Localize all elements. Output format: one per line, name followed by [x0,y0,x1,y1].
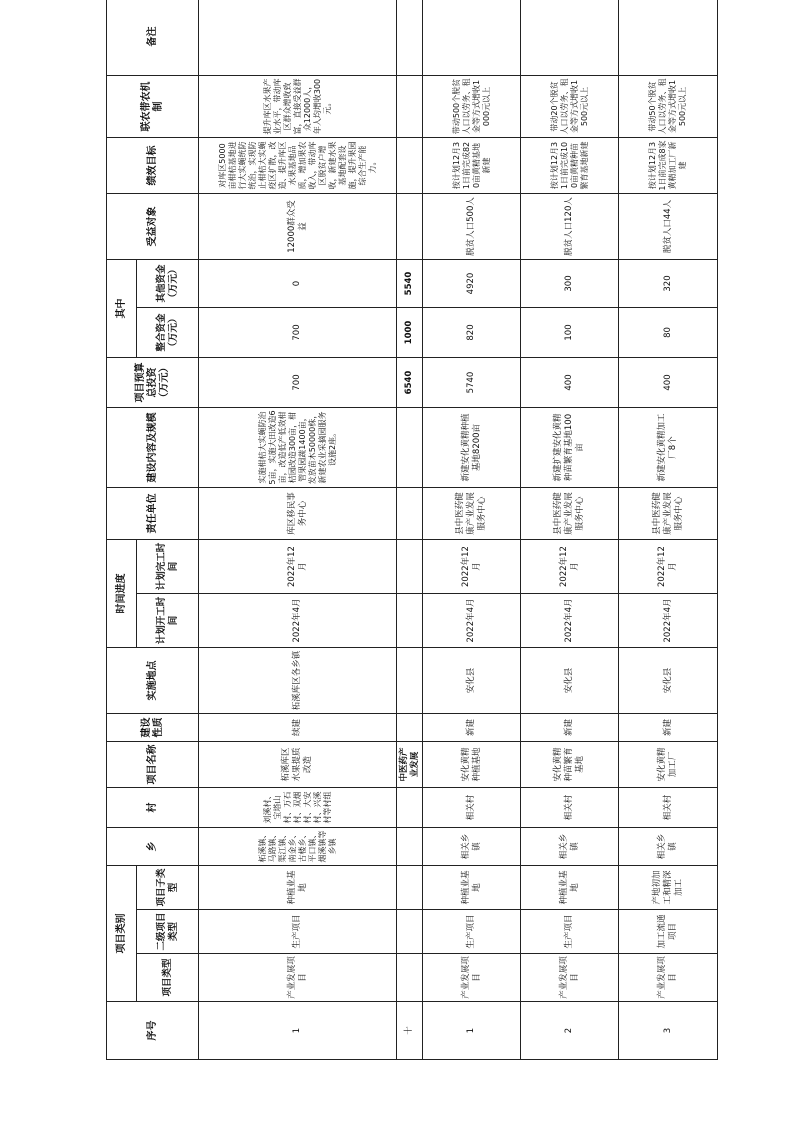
cell-location [397,648,423,714]
cell-unit [397,488,423,540]
cell-cat1 [397,954,423,1002]
header-mechanism: 联农带农机制 [107,76,199,138]
header-nature: 建设性质 [107,714,199,742]
cell-start: 2022年4月 [521,594,619,648]
cell-seq: 十 [397,1002,423,1060]
cell-cat2: 加工流通项目 [619,910,718,954]
cell-content: 实施柑桔大实蝇防治5亩，实施大田改造6亩，改造低产低效柑桔园改造300亩，柑管果园蔬1400亩，发放苗木50000株，新建农业采摘园服务设施2座。 [199,408,397,488]
header-village: 村 [107,788,199,828]
header-integrated: 整合资金（万元） [137,308,199,358]
cell-budget: 400 [521,358,619,408]
cell-other: 5540 [397,260,423,308]
cell-content: 新建安化黄精种植基地8200亩 [423,408,521,488]
cell-township [397,828,423,866]
header-location: 实施地点 [107,648,199,714]
cell-nature: 新建 [619,714,718,742]
cell-nature: 新建 [521,714,619,742]
cell-name: 安化黄精种苗繁育基地 [521,742,619,788]
cell-budget: 400 [619,358,718,408]
cell-beneficiary: 脱贫人口500人 [423,194,521,260]
cell-cat2: 生产项目 [423,910,521,954]
cell-beneficiary: 脱贫人口44人 [619,194,718,260]
cell-cat1: 产业发展项目 [199,954,397,1002]
cell-beneficiary: 脱贫人口120人 [521,194,619,260]
cell-other: 4920 [423,260,521,308]
cell-seq: 1 [423,1002,521,1060]
cell-goal: 对库区5000亩柑桔基地进行大实蝇统防统治，实现防止柑桔大实蝇疫区扩散，改造、提升库区水果基地品质，增加果农收入，带动库区脱贫户增收，新建水果基地配套设施，提升果园综合生产能力。 [199,138,397,194]
cell-end: 2022年12月 [619,540,718,594]
cell-cat3: 种植业基地 [199,866,397,910]
cell-mechanism [397,76,423,138]
table-row [521,0,619,1060]
cell-start: 2022年4月 [619,594,718,648]
cell-unit: 库区移民事务中心 [199,488,397,540]
cell-integrated: 100 [521,308,619,358]
cell-unit: 县中医药健康产业发展服务中心 [521,488,619,540]
cell-cat2: 生产项目 [199,910,397,954]
cell-village: 相关村 [423,788,521,828]
cell-seq: 1 [199,1002,397,1060]
cell-other: 0 [199,260,397,308]
cell-unit: 县中医药健康产业发展服务中心 [423,488,521,540]
cell-seq: 2 [521,1002,619,1060]
cell-goal: 按计划12月31日前完成100亩黄精种苗繁育基地新建 [521,138,619,194]
cell-village: 相关村 [619,788,718,828]
cell-seq: 3 [619,1002,718,1060]
cell-cat1: 产业发展项目 [423,954,521,1002]
cell-unit: 县中医药健康产业发展服务中心 [619,488,718,540]
cell-budget: 700 [199,358,397,408]
cell-note [397,0,423,76]
cell-end [397,540,423,594]
cell-township: 相关乡镇 [521,828,619,866]
cell-other: 320 [619,260,718,308]
cell-mechanism: 提升库区水果产业水平，带动库区群众增收致富，直接受益群众12000人，年人均增收300元。 [199,76,397,138]
cell-village: 相关村 [521,788,619,828]
header-start: 计划开工时间 [137,594,199,648]
cell-integrated: 700 [199,308,397,358]
cell-village [397,788,423,828]
cell-content: 新建扩建安化黄精种苗繁育基地100亩 [521,408,619,488]
header-note: 备注 [107,0,199,76]
header-cat1: 项目类型 [137,954,199,1002]
cell-cat2: 生产项目 [521,910,619,954]
cell-cat1: 产业发展项目 [619,954,718,1002]
cell-goal [397,138,423,194]
cell-end: 2022年12月 [423,540,521,594]
header-name: 项目名称 [107,742,199,788]
cell-cat3: 种植业基地 [423,866,521,910]
cell-goal: 按计划12月31日前完成820亩黄精基地新建 [423,138,521,194]
cell-nature [397,714,423,742]
cell-note [521,0,619,76]
cell-name: 中医药产业发展 [397,742,423,788]
cell-start [397,594,423,648]
project-table [106,0,718,1060]
cell-integrated: 80 [619,308,718,358]
cell-end: 2022年12月 [521,540,619,594]
cell-cat3: 种植业基地 [521,866,619,910]
header-beneficiary: 受益对象 [107,194,199,260]
table-row [199,0,397,1060]
header-other: 其他资金（万元） [137,260,199,308]
header-among: 其中 [107,260,137,358]
cell-name: 安化黄精种植基地 [423,742,521,788]
cell-other: 300 [521,260,619,308]
cell-nature: 续建 [199,714,397,742]
cell-cat3: 产地初加工和精深加工 [619,866,718,910]
cell-start: 2022年4月 [199,594,397,648]
header-goal: 绩效目标 [107,138,199,194]
header-end: 计划完工时间 [137,540,199,594]
cell-location: 安化县 [521,648,619,714]
header-category-group: 项目类别 [107,866,137,1002]
cell-location: 柘溪库区各乡镇 [199,648,397,714]
table-row [423,0,521,1060]
header-township: 乡 [107,828,199,866]
cell-budget: 5740 [423,358,521,408]
cell-content [397,408,423,488]
cell-cat1: 产业发展项目 [521,954,619,1002]
cell-mechanism: 带动500个脱贫人口以劳务、租金等方式增收1000元以上 [423,76,521,138]
cell-note [423,0,521,76]
cell-mechanism: 带动50个脱贫人口以劳务、租金等方式增收1500元以上 [619,76,718,138]
table-row [619,0,718,1060]
cell-township: 相关乡镇 [423,828,521,866]
header-seq: 序号 [107,1002,199,1060]
cell-name: 安化黄精加工厂 [619,742,718,788]
cell-name: 柘溪库区水果提质改造 [199,742,397,788]
header-unit: 责任单位 [107,488,199,540]
cell-mechanism: 带动20个脱贫人口以劳务、租金等方式增收1500元以上 [521,76,619,138]
cell-start: 2022年4月 [423,594,521,648]
cell-township: 柘溪镇、马路镇、渠江镇、南金乡、古楼乡、平口镇、烟溪镇等乡镇 [199,828,397,866]
table-row [397,0,423,1060]
cell-integrated: 820 [423,308,521,358]
header-time-group: 时间进度 [107,540,137,648]
cell-integrated: 1000 [397,308,423,358]
cell-note [619,0,718,76]
cell-beneficiary [397,194,423,260]
header-cat2: 二级项目类型 [137,910,199,954]
cell-goal: 按计划12月31日前完成8家黄精加工厂新建 [619,138,718,194]
header-content: 建设内容及规模 [107,408,199,488]
rotated-table-wrapper [106,26,717,1060]
cell-nature: 新建 [423,714,521,742]
cell-note [199,0,397,76]
cell-location: 安化县 [423,648,521,714]
header-cat3: 项目子类型 [137,866,199,910]
cell-content: 新建安化黄精加工厂8个 [619,408,718,488]
cell-cat3 [397,866,423,910]
cell-township: 相关乡镇 [619,828,718,866]
cell-cat2 [397,910,423,954]
cell-end: 2022年12月 [199,540,397,594]
cell-village: 刘溪村、宝塔山村、万石村、双烟村、大安村、兴溪村等村组 [199,788,397,828]
cell-location: 安化县 [619,648,718,714]
cell-beneficiary: 12000群众受益 [199,194,397,260]
header-budget: 项目预算总投资（万元） [107,358,199,408]
cell-budget: 6540 [397,358,423,408]
